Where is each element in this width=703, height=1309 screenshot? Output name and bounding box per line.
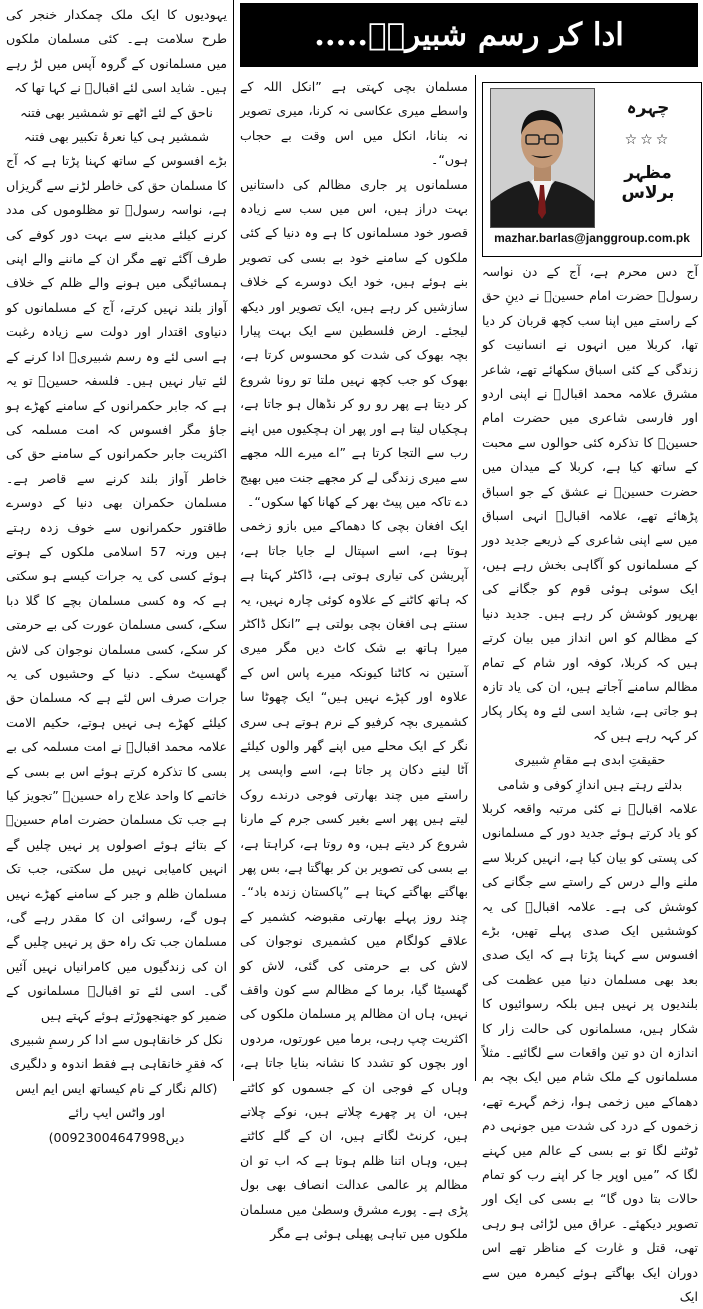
paragraph: بڑے افسوس کے ساتھ کہنا پڑتا ہے کہ آج کا مسلمان حق کی خاطر لڑنے سے گریزاں ہے، نواسہ رسولؐ تو مظلوموں کی مدد کرنے کیلئے مدینے سے بہت دور کوفے کی طرف آگئے تھے مگر ان کے ماننے والے اپنی ہمسائیگی میں ہونے والے ظلم کے خلاف آواز بلند نہیں کرتے، آج کے مسلمانوں کو دنیاوی اقتدار اور دولت سے زیادہ رغبت ہے اسی لئے وہ رسم شبیریؒ ادا کرنے کے لئے تیار نہیں ہیں۔ فلسفہ حسینؓ تو یہ ہے کہ جابر حکمرانوں کے سامنے کھڑے ہو جاؤ مگر افسوس کہ امت مسلمہ کی اکثریت جابر حکمرانوں کے سامنے حق کی خاطر آواز بلند کرنے سے قاصر ہے۔ مسلمان حکمران بھی دنیا کے دوسرے طاقتور حکمرانوں سے خوف زدہ رہتے ہیں ورنہ 57 اسلامی ملکوں کے ہوتے ہوئے کسی کی یہ جرات کیسے ہو سکتی ہے کہ وہ کسی مسلمان بچے کا گلا دبا سکے، کسی مسلمان عورت کی بے حرمتی کر سکے، کسی مسلمان نوجوان کی لاش گھسیٹ سکے۔ دنیا کے وحشیوں کی یہ جرات صرف اس لئے ہے کہ مسلمان حق کیلئے کھڑے ہی نہیں ہوتے، حکیم الامت علامہ محمد اقبالؒ نے امت مسلمہ کی بے بسی کا تذکرہ کرتے ہوئے اس بے بسی کے خاتمے کا واحد علاج راہ حسینؓ ”تجویز کیا ہے جب تک مسلمان حضرت امام حسینؓ کے بتائے ہوئے اصولوں پر نہیں چلیں گے انہیں کامیابی نہیں مل سکتی، جب تک مسلمان ظلم و جبر کے سامنے کھڑے نہیں ہوں گے، رسوائی ان کا مقدر رہے گی، مسلمان جب تک راہ حق پر نہیں چلیں گے ان کی زندگیوں میں کامرانیاں نہیں آئیں گی۔ اسی لئے تو اقبالؒ مسلمانوں کے ضمیر کو جھنجھوڑتے ہوئے کہتے ہیں xyxy=(6,153,227,1023)
column-title-banner xyxy=(240,3,698,67)
paragraph: آج دس محرم ہے، آج کے دن نواسہ رسولؐ حضرت امام حسینؓ نے دینِ حق کے راستے میں اپنا سب کچھ قربان کر دیا تھا، کربلا میں انہوں نے انسانیت کو زندگی کے کئی اسباق سکھائے تھے، شاعر مشرق علامہ محمد اقبالؒ نے اپنی اردو اور فارسی شاعری میں حضرت امام حسینؓ کا تذکرہ کئی حوالوں سے محبت کے ساتھ کیا ہے، کربلا کے میدان میں حضرت حسینؓ نے عشق کے جو اسباق پڑھائے تھے، علامہ اقبالؒ انہی اسباق میں سے اپنی شاعری کے ذریعے جدید دور کے مسلمانوں کو آگاہی بخش رہے ہیں، ایک سوئی ہوئی قوم کو جگانے کی بھرپور کوشش کر رہے ہیں۔ جدید دنیا کے مظالم کو اس انداز میں بیان کرتے ہیں کہ کربلا، کوفہ اور شام کے تمام مظالم سامنے آجاتے ہیں، ان کی یاد تازہ ہو جاتی ہے، شاید اسی لئے وہ پکار پکار کر کہہ رہے ہیں کہ xyxy=(482,264,698,743)
section-name: چہرہ xyxy=(626,98,670,118)
verse-line: کہ فقرِ خانقاہی ہے فقط اندوہ و دلگیری xyxy=(9,1056,224,1072)
stars-decoration: ☆☆☆ xyxy=(624,132,672,148)
column-divider-left xyxy=(233,0,234,1081)
text-column-middle xyxy=(240,75,468,1242)
verse-line: حقیقتِ ابدی ہے مقامِ شبیری xyxy=(514,752,666,768)
paragraph: علامہ اقبالؒ نے کئی مرتبہ واقعہ کربلا کو یاد کرتے ہوئے جدید دور کے مسلمانوں کی پستی کو بیان کیا ہے، انہیں کربلا سے ملنے والے درس کے راستے سے جگانے کی کوشش کی ہے۔ علامہ اقبالؒ کی یہ کوششیں ایک صدی پہلے تھیں، بڑے افسوس سے کہنا پڑتا ہے کہ ایک صدی بعد بھی مسلمان دنیا میں عظمت کی بلندیوں پر نہیں ہیں بلکہ رسوائیوں کا شکار ہیں، مسلمانوں کی حالت زار کا اندازہ ان دو تین واقعات سے لگائیے۔ مثلاً مسلمانوں کے ملک شام میں ایک بچہ بم دھماکے میں زخمی ہوا، زخم گہرے تھے، زخموں کے درد کی شدت میں جونہی دم ٹوٹنے لگا تو بے بسی کے عالم میں کہنے لگا کہ ”میں اوپر جا کر اپنے رب کو تمام حالات بتا دوں گا“ بے بسی کی ایک اور تصویر دیکھئے۔ عراق میں لڑائی ہو رہی تھی، قتل و غارت کے مناظر تھے اس دوران ایک بھاگتے ہوئے کیمرہ مین سے ایک xyxy=(482,800,698,1305)
verse-line: شمشیر ہی کیا نعرۂ تکبیر بھی فتنہ xyxy=(23,129,210,145)
verse-line: بدلتے رہتے ہیں اندازِ کوفی و شامی xyxy=(497,776,683,792)
verse-line: نکل کر خانقاہوں سے ادا کر رسمِ شبیری xyxy=(10,1032,223,1048)
author-portrait-icon xyxy=(491,89,594,227)
author-email: mazhar.barlas@janggroup.com.pk xyxy=(494,231,690,245)
author-profile-box xyxy=(482,82,702,257)
column-divider-right xyxy=(475,75,476,1081)
paragraph: یہودیوں کا ایک ملک چمکدار خنجر کی طرح سلامت ہے۔ کئی مسلمان ملکوں میں مسلمانوں کے گروہ آپس میں لڑ رہے ہیں۔ شاید اسی لئے اقبالؒ نے کہا تھا کہ xyxy=(6,7,227,96)
author-name: مظہر برلاس xyxy=(621,163,675,203)
verse-line: ناحق کے لئے اٹھے تو شمشیر بھی فتنہ xyxy=(20,104,213,120)
column-title: ادا کر رسم شبیریؒ..... xyxy=(314,17,624,53)
contact-note: (کالم نگار کے نام کیساتھ ایس ایم ایس اور واٹس ایپ رائے دیں00923004647998) xyxy=(15,1080,218,1145)
text-column-left xyxy=(6,3,227,1145)
author-photo xyxy=(490,88,595,228)
text-column-right xyxy=(482,260,698,1305)
paragraph: ایک افغان بچی کا دھماکے میں بازو زخمی ہوتا ہے، اسے اسپتال لے جایا جاتا ہے، آپریشن کی تیاری ہوتی ہے، ڈاکٹر کہتا ہے کہ ہاتھ کاٹنے کے علاوہ کوئی چارہ نہیں، یہ سنتے ہی افغان بچی بولتی ہے ”انکل ڈاکٹر میرا ہاتھ بے شک کاٹ دیں مگر میری آستین نہ کاٹنا کیونکہ میرے پاس اس کے علاوہ اور کپڑے نہیں ہیں“ ایک چھوٹا سا کشمیری بچہ کرفیو کے نرم ہوتے ہی سری نگر کے ایک محلے میں اپنے گھر والوں کیلئے آٹا لینے دکان پر جاتا ہے، اسے واپسی پر راستے میں چند بھارتی فوجی درندے روک لیتے ہیں پھر اسے بغیر کسی جرم کے مارنا شروع کر دیتے ہیں، وہ روتا ہے، کراہتا ہے، بے بسی کی تصویر بن کر بھاگتا ہے، بس پھر بھاگتے بھاگتے کہتا ہے ”پاکستان زندہ باد“۔ چند روز پہلے بھارتی مقبوضہ کشمیر کے علاقے کولگام میں کشمیری نوجوان کی لاش کی بے حرمتی کی گئی، لاش کو گھسیٹا گیا، برما کے مظالم سے کون واقف نہیں، ہاں ان مظالم پر مسلمان ملکوں کی اکثریت چپ رہی، برما میں عورتوں، مردوں اور بچوں کو تشدد کا نشانہ بنایا جاتا ہے، وہاں کے فوجی ان کے جسموں کو کاٹتے ہیں، ان پر چھرے چلاتے ہیں، نوکے چلاتے ہیں، کرنٹ لگاتے ہیں، ان کے گلے کاٹتے ہیں، وہاں اتنا ظلم ہوتا ہے کہ اب تو ان مظالم پر عالمی عدالت انصاف بھی بول پڑی ہے۔ پورے مشرق وسطیٰ میں مسلمان ملکوں میں تباہی پھیلی ہوئی ہے مگر xyxy=(240,518,468,1242)
paragraph: مسلمانوں پر جاری مظالم کی داستانیں بہت دراز ہیں، اس میں سب سے زیادہ قصور خود مسلمانوں کا ہے وہ دنیا کے کئی ملکوں کے سامنے خود بے بسی کی تصویر بنے ہوئے ہیں، خود ایک دوسرے کے خلاف سازشیں کر رہے ہیں، ایک تصویر اور دیکھ لیجئے۔ ارض فلسطین سے ایک بہت پیارا بچہ بھوک کی شدت کو محسوس کرتا ہے، بھوک کو جب کچھ نہیں ملتا تو رونا شروع کر دیتا ہے پھر رو رو کر نڈھال ہو جاتا ہے، ہچکیاں لیتا ہے اور پھر ان ہچکیوں میں اپنے رب سے التجا کرتا ہے ”اے میرے اللہ مجھے سے میری زندگی لے کر مجھے جنت میں بھیج دے تاکہ میں پیٹ بھر کے کھانا کھا سکوں“۔ xyxy=(240,176,468,509)
paragraph: مسلمان بچی کہتی ہے ”انکل اللہ کے واسطے میری عکاسی نہ کرنا، میری تصویر نہ بنانا، انکل میں اس وقت بے حجاب ہوں“۔ xyxy=(240,79,468,168)
byline-block xyxy=(599,97,697,217)
